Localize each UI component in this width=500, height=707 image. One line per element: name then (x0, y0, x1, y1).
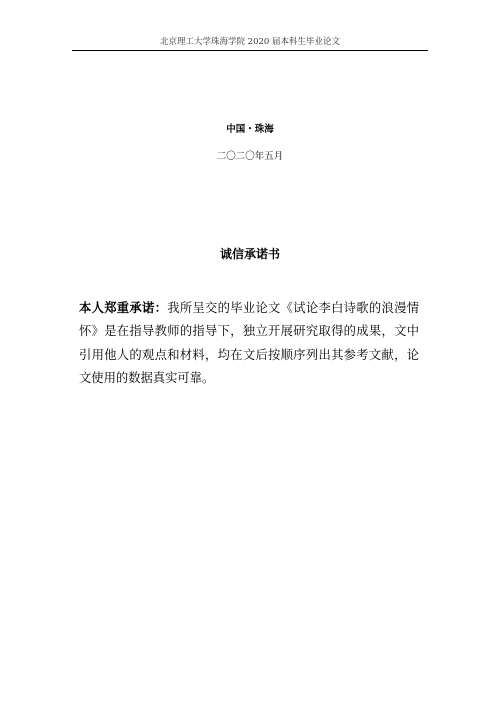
header-text: 北京理工大学珠海学院 2020 届本科生毕业论文 (159, 37, 341, 47)
page-header (72, 36, 428, 51)
pledge-body-text: 我所呈交的毕业论文《试论李白诗歌的浪漫情怀》是在指导教师的指导下，独立开展研究取得的成果，文中引用他人的观点和材料，均在文后按顺序列出其参考文献，论文使用的数据真实可靠。 (79, 301, 419, 385)
pledge-paragraph (79, 297, 419, 390)
pledge-title: 诚信承诺书 (219, 247, 280, 261)
date-line: 二〇二〇年五月 (216, 151, 284, 162)
location-line: 中国・珠海 (226, 124, 274, 135)
pledge-lead: 本人郑重承诺： (79, 301, 168, 315)
